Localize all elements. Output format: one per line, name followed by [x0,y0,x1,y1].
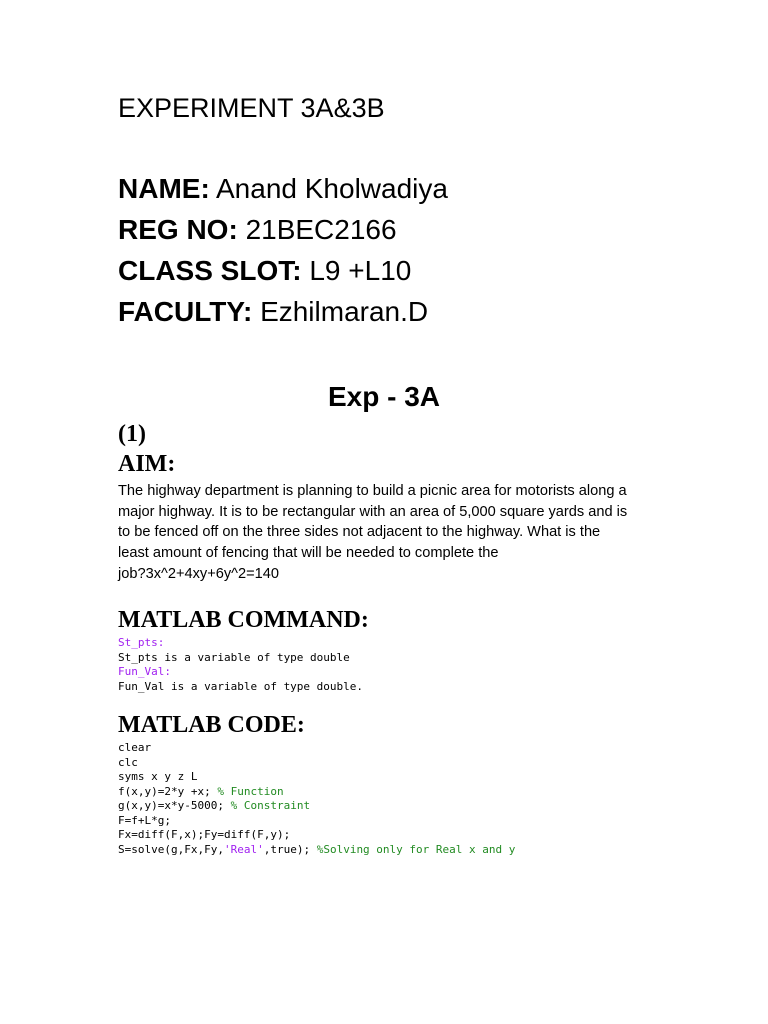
name-line [118,170,448,208]
code-text: f(x,y)=2*y +x; [118,784,218,798]
class-slot-value: L9 +L10 [309,255,412,286]
aim-line: job?3x^2+4xy+6y^2=140 [118,565,279,582]
reg-no-label: REG NO: [118,214,238,245]
code-line: syms x y z L [118,770,198,783]
experiment-title: EXPERIMENT 3A&3B [118,93,385,123]
code-text: g(x,y)=x*y-5000; [118,799,231,812]
reg-no-line [118,211,397,249]
code-line [118,843,515,858]
code-text: S=solve(g,Fx,Fy, [118,842,224,856]
aim-line: least amount of fencing that will be needed to complete the [118,545,499,562]
reg-no-value: 21BEC2166 [245,214,397,245]
code-comment: %Solving only for Real x and y [316,842,516,856]
class-slot-line [118,252,411,290]
code-line: clc [118,755,138,769]
name-label: NAME: [118,173,210,204]
faculty-value: Ezhilmaran.D [260,296,429,327]
code-line [118,799,515,814]
var2-description: Fun_Val is a variable of type double. [118,679,364,693]
faculty-label: FACULTY: [118,296,253,327]
aim-line: major highway. It is to be rectangular with an area of 5,000 square yards and is [118,503,628,520]
code-line: Fx=diff(F,x);Fy=diff(F,y); [118,828,291,841]
code-line [118,785,515,800]
aim-heading: AIM: [118,451,176,477]
code-comment: % Function [217,784,284,798]
code-string: 'Real' [223,842,264,856]
aim-paragraph [118,481,658,585]
aim-line: to be fenced off on the three sides not adjacent to the highway. What is the [118,524,601,541]
var2-name: Fun_Val: [118,665,171,678]
matlab-code-heading: MATLAB CODE: [118,712,305,738]
var1-name: St_pts: [118,636,165,649]
matlab-code-block [118,741,515,857]
code-line: F=f+L*g; [118,813,171,827]
question-number: (1) [118,421,146,447]
code-comment: % Constraint [230,799,311,812]
matlab-command-block [118,636,363,694]
code-line: clear [118,741,152,754]
matlab-command-heading: MATLAB COMMAND: [118,607,369,633]
class-slot-label: CLASS SLOT: [118,255,302,286]
code-text: ,true); [263,842,317,856]
section-title: Exp - 3A [327,381,441,412]
var1-description: St_pts is a variable of type double [118,650,350,664]
faculty-line [118,293,428,331]
name-value: Anand Kholwadiya [216,173,448,204]
aim-line: The highway department is planning to build a picnic area for motorists along a [118,483,627,499]
